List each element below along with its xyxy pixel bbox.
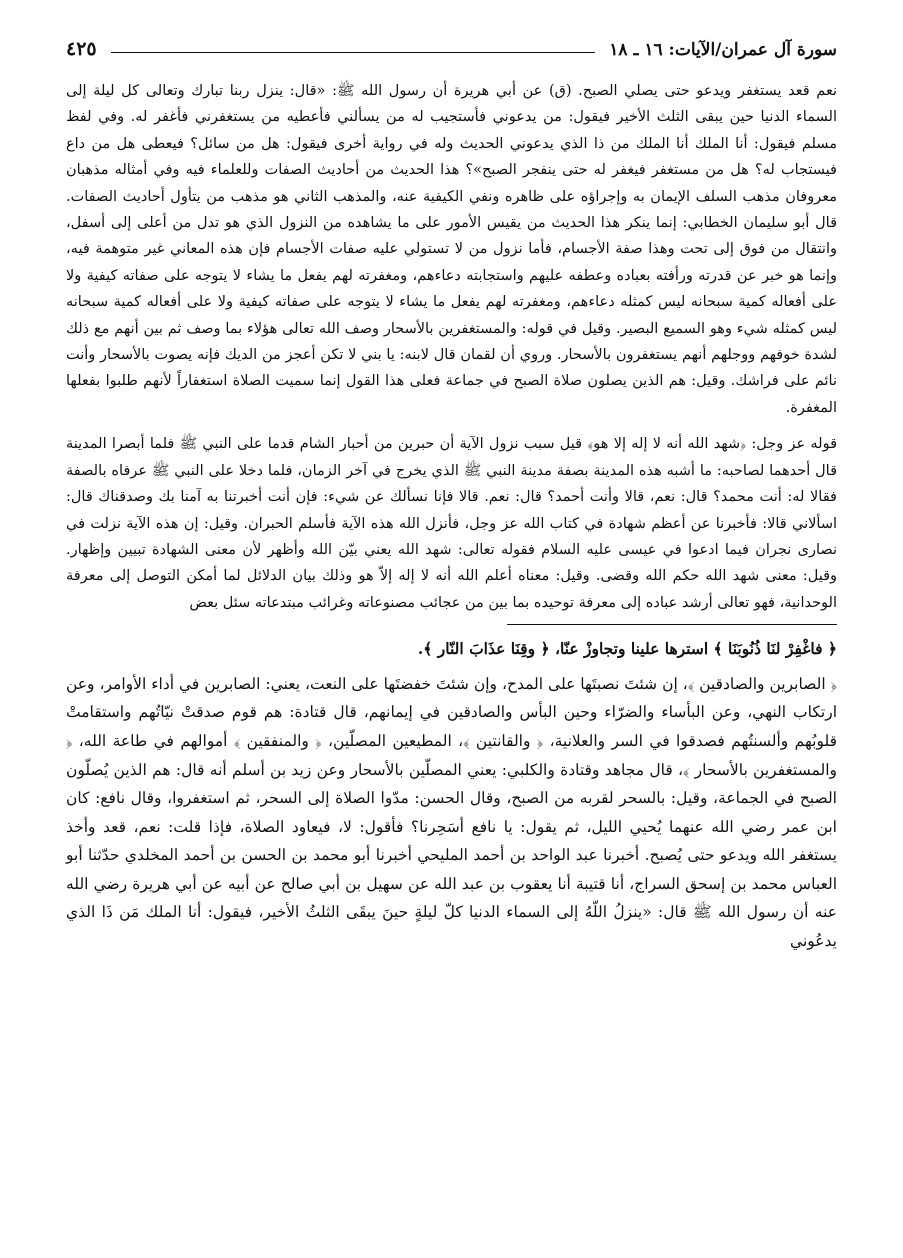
commentary-lower [66,635,837,956]
header-rule [111,52,596,53]
lower-paragraph: ﴿ الصابرين والصادقين ﴾، إن شئتَ نصبتَها على المدح، وإن شئتَ خفضتَها على النعت، يعني: الصابرين في أداء الأوامر، وعن ارتكاب النهي، وعن البأساء والضرّاء وحين البأس والصادقين في إيمانهم، قال قتادة: هم قوم صدقتْ نيّاتُهم واستقامتْ قلوبُهم وألسنتُهم فصدقوا في السر والعلانية، ﴿ والقانتين ﴾، المطيعين المصلّين، ﴿ والمنفقين ﴾ أموالهم في طاعة الله، ﴿ والمستغفرين بالأسحار ﴾، قال مجاهد وقتادة والكلبي: يعني المصلّين بالأسحار وعن زيد بن أسلم أنه قال: هم الذين يُصلّون الصبح في الجماعة، وقيل: بالسحر لقربه من الصبح، وقال الحسن: مدّوا الصلاة إلى السحر، ثم استغفروا، وقال نافع: كان ابن عمر رضي الله عنهما يُحيي الليل، ثم يقول: يا نافع أسَحِرنا؟ فأقول: لا، فيعاود الصلاة، فإذا قلت: نعم، قعد وأخذ يستغفر الله ويدعو حتى يُصبح. أخبرنا عبد الواحد بن أحمد المليحي أخبرنا أبو محمد بن الحسن بن أحمد المخلدي حدّثنا أبو العباس محمد بن إسحق السراج، أنا قتيبة أنا يعقوب بن عبد الله عن سهيل بن أبي صالح عن أبيه عن أبي هريرة رضي الله عنه أن رسول الله ﷺ قال: «ينزلُ اللّهُ إلى السماء الدنيا كلّ ليلةٍ حينَ يبقَى الثلثُ الأخير، فيقول: أنا الملك مَن ذَا الذي يدعُوني [66,674,837,951]
upper-paragraph-2: قوله عز وجل: ﴿شهد الله أنه لا إله إلا هو﴾ قيل سبب نزول الآية أن حبرين من أحبار الشام قدما على النبي ﷺ فلما أبصرا المدينة قال أحدهما لصاحبه: ما أشبه هذه المدينة بصفة مدينة النبي ﷺ الذي يخرج في آخر الزمان، فلما دخلا على النبي ﷺ عرفاه بالصفة فقالا له: أنت محمد؟ قال: نعم، قالا وأنت أحمد؟ قال: نعم. قالا فإنا نسألك عن شيء: فإن أنت أخبرتنا به آمنا بك وصدقناك قال: اسألاني قالا: فأخبرنا عن أعظم شهادة في كتاب الله عز وجل، فأنزل الله هذه الآية فأسلم الحبران. وقيل: إن هذه الآية نزلت في نصارى نجران فيما ادعوا في عيسى عليه السلام فقوله تعالى: شهد الله يعني بيّن الله وأظهر لأن معنى الشهادة تبيين وإظهار. وقيل: معنى شهد الله حكم الله وقضى. وقيل: معناه أعلم الله أنه لا إله إلاّ هو وذلك بيان الدلائل لما أمكن التوصل إلى معرفة الوحدانية، فهو تعالى أرشد عباده إلى معرفة توحيده بما بين من عجائب مصنوعاته وغرائب مبتدعاته سئل بعض [66,436,837,611]
commentary-upper [66,78,837,616]
upper-paragraph-1: نعم قعد يستغفر ويدعو حتى يصلي الصبح. (ق) عن أبي هريرة أن رسول الله ﷺ: «قال: ينزل ربنا تبارك وتعالى كل ليلة إلى السماء الدنيا حين يبقى الثلث الأخير فيقول: من يدعوني فأستجيب له من يسألني فأعطيه من يستغفرني فأغفر له. وفي لفظ مسلم فيقول: أنا الملك أنا الملك من ذا الذي يدعوني الحديث وله في رواية أخرى فيقول: هل من سائل؟ فيعطى هل من داع فيستجاب له؟ هل من مستغفر فيغفر له حتى ينفجر الصبح»؟ هذا الحديث من أحاديث الصفات وللعلماء فيه وفي أمثاله مذهبان معروفان مذهب السلف الإيمان به وإجراؤه على ظاهره ونفي الكيفية عنه، والمذهب الثاني هو مذهب من يتأول أحاديث الصفات. قال أبو سليمان الخطابي: إنما ينكر هذا الحديث من يقيس الأمور على ما يشاهده من النزول الذي هو تدل من أعلى إلى أسفل، وانتقال من فوق إلى تحت وهذا صفة الأجسام، فأما نزول من لا تستولي عليه صفات الأجسام فإن هذه المعاني غير متوهمة فيه، وإنما هو خبر عن قدرته ورأفته بعباده وعطفه عليهم واستجابته دعاءهم، ومغفرته لهم يفعل ما يشاء لا يتوجه على صفاته كيفية ولا على أفعاله كمية سبحانه ليس كمثله دعاءهم، ومغفرته لهم يفعل ما يشاء لا يتوجه على صفاته كيفية ولا على أفعاله كمية سبحانه ليس كمثله شيء وهو السميع البصير. وقيل في قوله: والمستغفرين بالأسحار وصف الله تعالى هؤلاء بما وصف ثم بين أنهم مع ذلك لشدة خوفهم ووجلهم أنهم يستغفرون بالأسحار. وروي أن لقمان قال لابنه: يا بني لا تكن أعجز من الديك فإنه يصوت بالأسحار وأنت نائم على فراشك. وقيل: هم الذين يصلون صلاة الصبح في جماعة فعلى هذا القول إنما سميت الصلاة استغفاراً لأنهم طلبوا بفعلها المغفرة. [66,83,837,416]
running-title: سورة آل عمران/الآيات: ١٦ ـ ١٨ [609,40,837,60]
section-divider [507,624,837,625]
page-header [66,28,837,60]
page-number: ٤٢٥ [66,38,97,60]
verse-line: ﴿ فاغْفِرْ لنَا ذُنُوبَنَا ﴾ استرها علينا وتجاوزْ عنّا، ﴿ وقِنَا عذَابَ النّار ﴾. [417,639,837,659]
